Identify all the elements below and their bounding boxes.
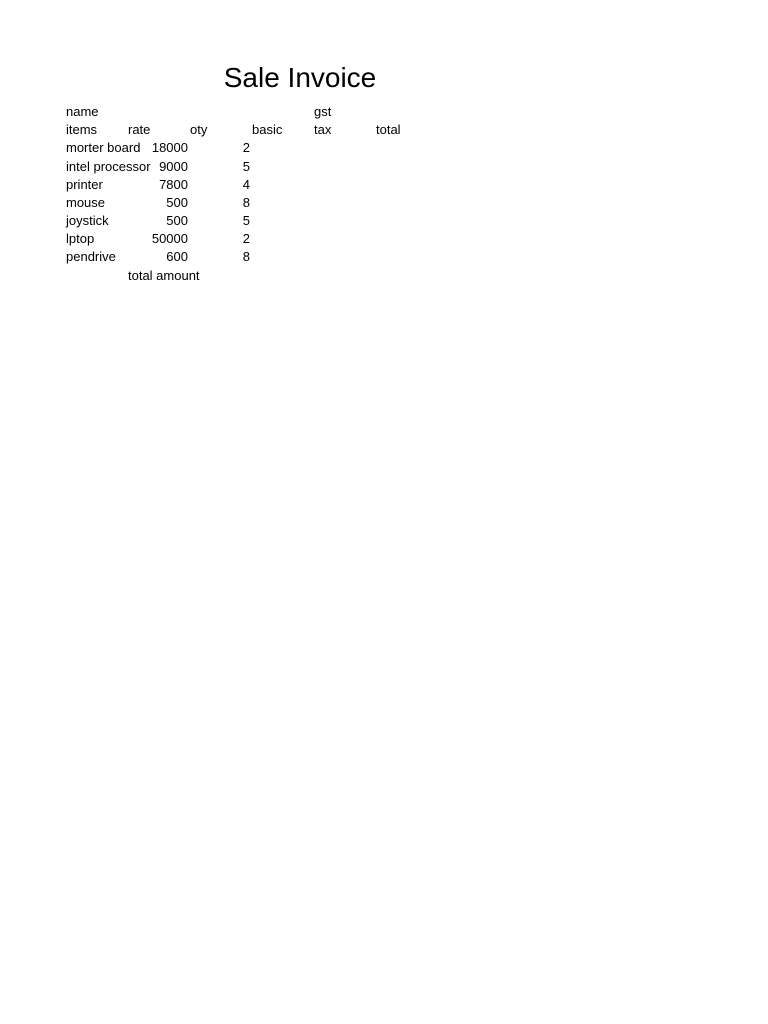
row-qty: 5 [242,213,250,228]
row-qty: 5 [242,159,250,174]
row-rate: 500 [166,195,188,210]
header-items: items [66,122,98,137]
invoice-title: Sale Invoice [223,62,377,93]
gst-label: gst [314,104,332,119]
row-item: joystick [66,213,109,228]
row-rate: 500 [166,213,188,228]
row-rate: 50000 [151,231,188,246]
row-item: morter board [66,140,141,155]
header-tax: tax [314,122,332,137]
header-qty: oty [190,122,208,137]
row-item: printer [66,177,103,192]
row-rate: 600 [166,249,188,264]
row-item: mouse [66,195,106,210]
row-qty: 8 [242,195,250,210]
row-item: pendrive [66,249,116,264]
row-rate: 18000 [151,140,188,155]
total-amount-label: total amount [128,268,200,283]
row-qty: 8 [242,249,250,264]
header-total: total [376,122,401,137]
row-qty: 2 [242,231,250,246]
header-basic: basic [252,122,283,137]
row-item: intel processor [66,159,151,174]
row-qty: 2 [242,140,250,155]
name-label: name [66,104,99,119]
row-rate: 9000 [159,159,188,174]
header-rate: rate [128,122,151,137]
row-qty: 4 [242,177,250,192]
row-rate: 7800 [159,177,188,192]
row-item: lptop [66,231,95,246]
